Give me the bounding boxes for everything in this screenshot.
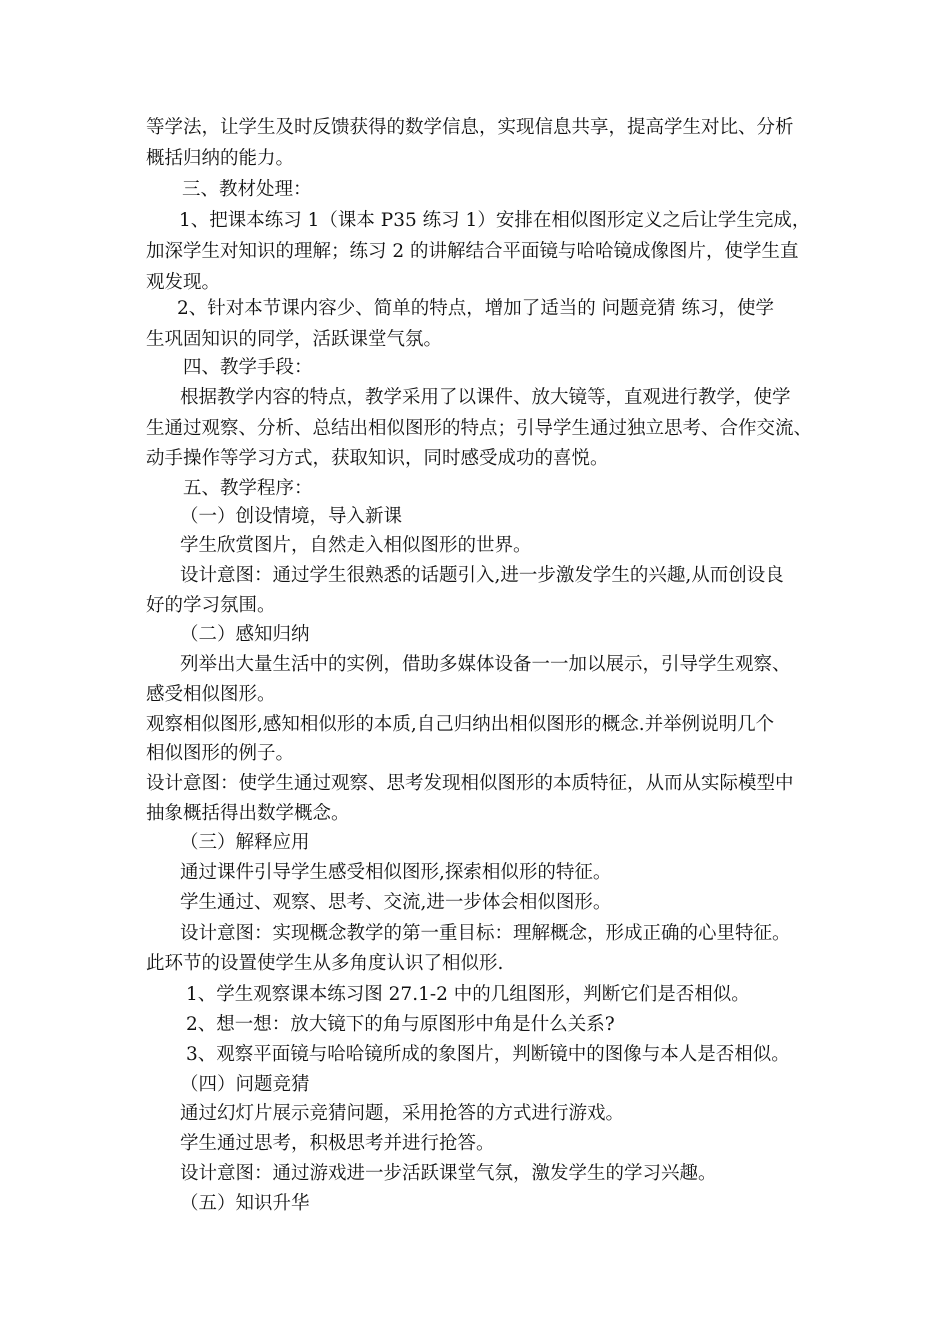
- section-heading: 四、教学手段：: [183, 357, 313, 378]
- text-line: 根据教学内容的特点，教学采用了以课件、放大镜等，直观进行教学，使学: [180, 387, 791, 408]
- text-line: 设计意图：实现概念教学的第一重目标：理解概念，形成正确的心里特征。: [180, 923, 791, 944]
- text-line: 观察相似图形,感知相似形的本质,自己归纳出相似图形的概念.并举例说明几个: [146, 714, 775, 735]
- subsection-heading: （五）知识升华: [180, 1193, 310, 1214]
- text-line: 概括归纳的能力。: [146, 148, 295, 169]
- text-line: 通过幻灯片展示竞猜问题，采用抢答的方式进行游戏。: [180, 1103, 625, 1124]
- text-line: 抽象概括得出数学概念。: [146, 803, 350, 824]
- text-line: 设计意图：通过游戏进一步活跃课堂气氛，激发学生的学习兴趣。: [180, 1163, 717, 1184]
- text-line: 设计意图：使学生通过观察、思考发现相似图形的本质特征，从而从实际模型中: [146, 773, 794, 794]
- text-line: 等学法，让学生及时反馈获得的数学信息，实现信息共享，提高学生对比、分析: [146, 117, 794, 138]
- text-line: 列举出大量生活中的实例，借助多媒体设备一一加以展示，引导学生观察、: [180, 654, 791, 675]
- text-line: 学生欣赏图片，自然走入相似图形的世界。: [180, 535, 532, 556]
- subsection-heading: （三）解释应用: [180, 832, 310, 853]
- text-line: 学生通过思考，积极思考并进行抢答。: [180, 1133, 495, 1154]
- section-heading: 三、教材处理：: [182, 179, 312, 200]
- text-line: 观发现。: [146, 272, 221, 293]
- text-line: 3、观察平面镜与哈哈镜所成的象图片，判断镜中的图像与本人是否相似。: [186, 1044, 790, 1065]
- text-line: 1、把课本练习 1（课本 P35 练习 1）安排在相似图形定义之后让学生完成，: [179, 210, 811, 231]
- text-line: 学生通过、观察、思考、交流,进一步体会相似图形。: [180, 892, 612, 913]
- text-line: 1、学生观察课本练习图 27.1-2 中的几组图形，判断它们是否相似。: [186, 984, 750, 1005]
- text-line: 相似图形的例子。: [146, 743, 295, 764]
- text-line: 2、想一想：放大镜下的角与原图形中角是什么关系?: [186, 1014, 615, 1035]
- subsection-heading: （二）感知归纳: [180, 624, 310, 645]
- text-line: 感受相似图形。: [146, 684, 276, 705]
- text-line: 生巩固知识的同学，活跃课堂气氛。: [146, 329, 443, 350]
- text-line: 设计意图：通过学生很熟悉的话题引入,进一步激发学生的兴趣,从而创设良: [180, 565, 784, 586]
- subsection-heading: （四）问题竞猜: [180, 1074, 310, 1095]
- text-line: 生通过观察、分析、总结出相似图形的特点；引导学生通过独立思考、合作交流、: [146, 418, 813, 439]
- text-line: 动手操作等学习方式，获取知识，同时感受成功的喜悦。: [146, 448, 609, 469]
- text-line: 2、针对本节课内容少、简单的特点，增加了适当的 问题竞猜 练习，使学: [177, 298, 775, 319]
- text-line: 好的学习氛围。: [146, 595, 276, 616]
- subsection-heading: （一）创设情境，导入新课: [180, 506, 403, 527]
- text-line: 此环节的设置使学生从多角度认识了相似形.: [146, 953, 504, 974]
- section-heading: 五、教学程序：: [183, 478, 313, 499]
- text-line: 通过课件引导学生感受相似图形,探索相似形的特征。: [180, 862, 612, 883]
- text-line: 加深学生对知识的理解；练习 2 的讲解结合平面镜与哈哈镜成像图片，使学生直: [146, 241, 799, 262]
